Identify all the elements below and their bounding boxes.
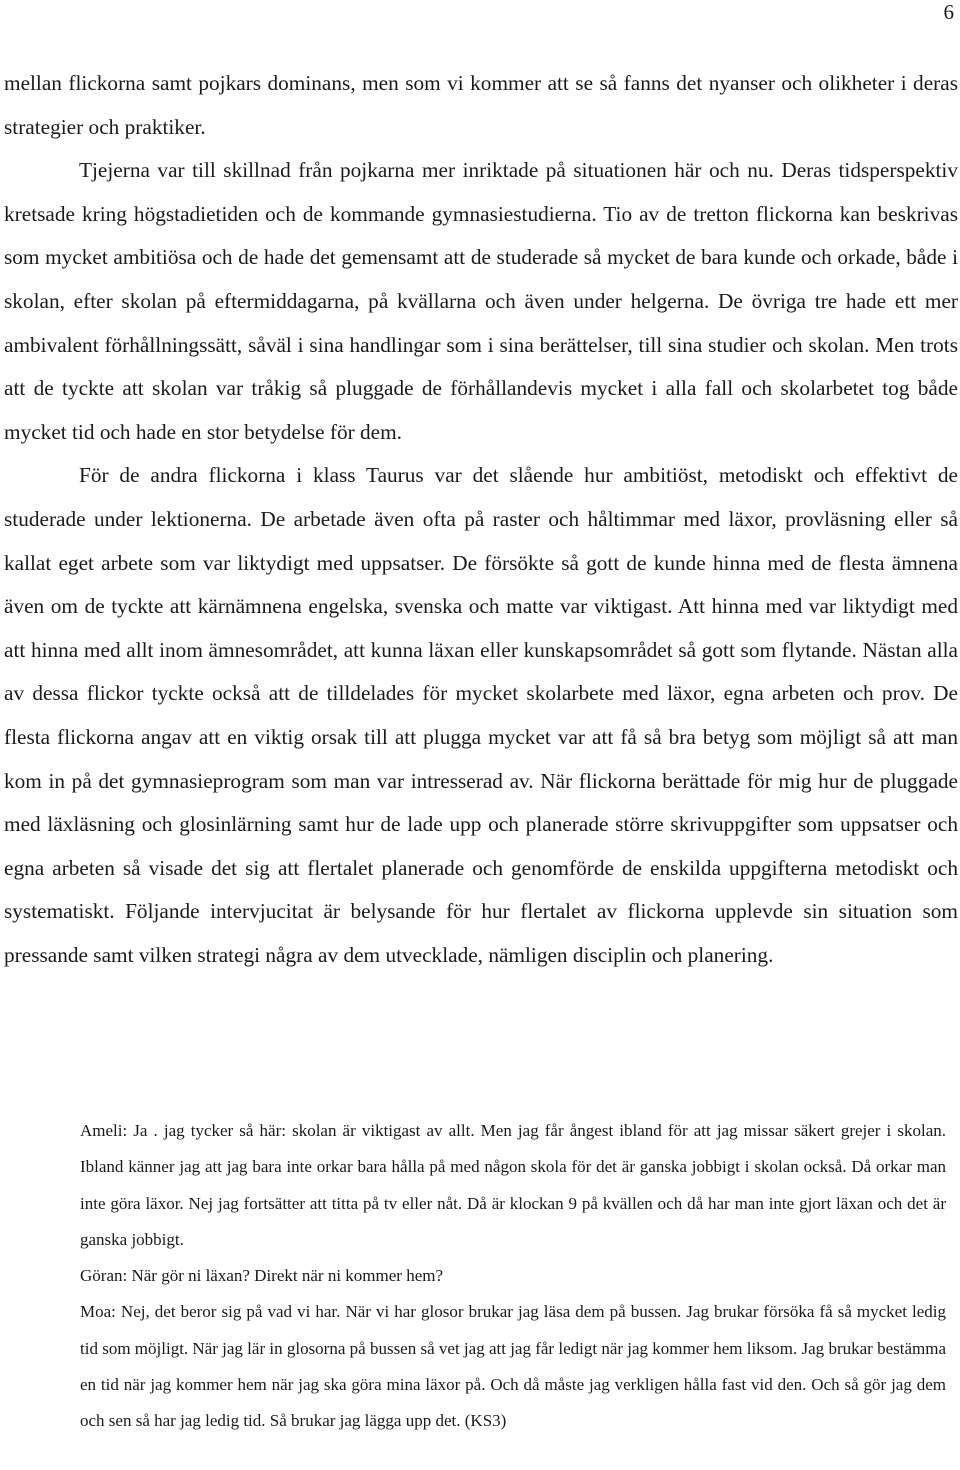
quote-line-goran: Göran: När gör ni läxan? Direkt när ni kommer hem? bbox=[80, 1266, 444, 1286]
body-text bbox=[4, 62, 958, 977]
interview-quote bbox=[80, 1113, 946, 1440]
paragraph: Tjejerna var till skillnad från pojkarna mer inriktade på situationen här och nu. Deras tidsperspektiv kretsade kring högstadietiden och de kommande gymnasiestudierna. Tio av de tretton flickorna kan beskrivas som mycket ambitiösa och de hade det gemensamt att de studerade så mycket de bara kunde och orkade, både i skolan, efter skolan på eftermiddagarna, på kvällarna och även under helgerna. De övriga tre hade ett mer ambivalent förhållningssätt, såväl i sina handlingar som i sina berättelser, till sina studier och skolan. Men trots att de tyckte att skolan var tråkig så pluggade de förhållandevis mycket i alla fall och skolarbetet tog både mycket tid och hade en stor betydelse för dem. bbox=[4, 158, 958, 444]
quote-line-ameli: Ameli: Ja . jag tycker så här: skolan är viktigast av allt. Men jag får ångest ibland för att jag missar säkert grejer i skolan. Ibland känner jag att jag bara inte orkar bara hålla på med någon skola för det är ganska jobbigt i skolan också. Då orkar man inte göra läxor. Nej jag fortsätter att titta på tv eller nåt. Då är klockan 9 på kvällen och då har man inte gjort läxan och det är ganska jobbigt. bbox=[80, 1121, 946, 1249]
paragraph: För de andra flickorna i klass Taurus var det slående hur ambitiöst, metodiskt och effektivt de studerade under lektionerna. De arbetade även ofta på raster och håltimmar med läxor, provläsning eller så kallat eget arbete som var liktydigt med uppsatser. De försökte så gott de kunde hinna med de flesta ämnena även om de tyckte att kärnämnena engelska, svenska och matte var viktigast. Att hinna med var liktydigt med att hinna med allt inom ämnesområdet, att kunna läxan eller kunskapsområdet så gott som flytande. Nästan alla av dessa flickor tyckte också att de tilldelades för mycket skolarbete med läxor, egna arbeten och prov. De flesta flickorna angav att en viktig orsak till att plugga mycket var att få så bra betyg som möjligt så att man kom in på det gymnasieprogram som man var intresserad av. När flickorna berättade för mig hur de pluggade med läxläsning och glosinlärning samt hur de lade upp och planerade större skrivuppgifter som uppsatser och egna arbeten så visade det sig att flertalet planerade och genomförde de enskilda uppgifterna metodiskt och systematiskt. Följande intervjucitat är belysande för hur flertalet av flickorna upplevde sin situation som pressande samt vilken strategi några av dem utvecklade, nämligen disciplin och planering. bbox=[4, 463, 958, 967]
quote-line-moa: Moa: Nej, det beror sig på vad vi har. När vi har glosor brukar jag läsa dem på bussen. Jag brukar försöka få så mycket ledig tid som möjligt. När jag lär in glosorna på bussen så vet jag att jag får ledigt när jag kommer hem liksom. Jag brukar bestämma en tid när jag kommer hem när jag ska göra mina läxor på. Och då måste jag verkligen hålla fast vid den. Och så gör jag dem och sen så har jag ledig tid. Så brukar jag lägga upp det. (KS3) bbox=[80, 1302, 946, 1431]
page-number: 6 bbox=[943, 0, 954, 24]
paragraph: mellan flickorna samt pojkars dominans, men som vi kommer att se så fanns det nyanser och olikheter i deras strategier och praktiker. bbox=[4, 71, 958, 139]
